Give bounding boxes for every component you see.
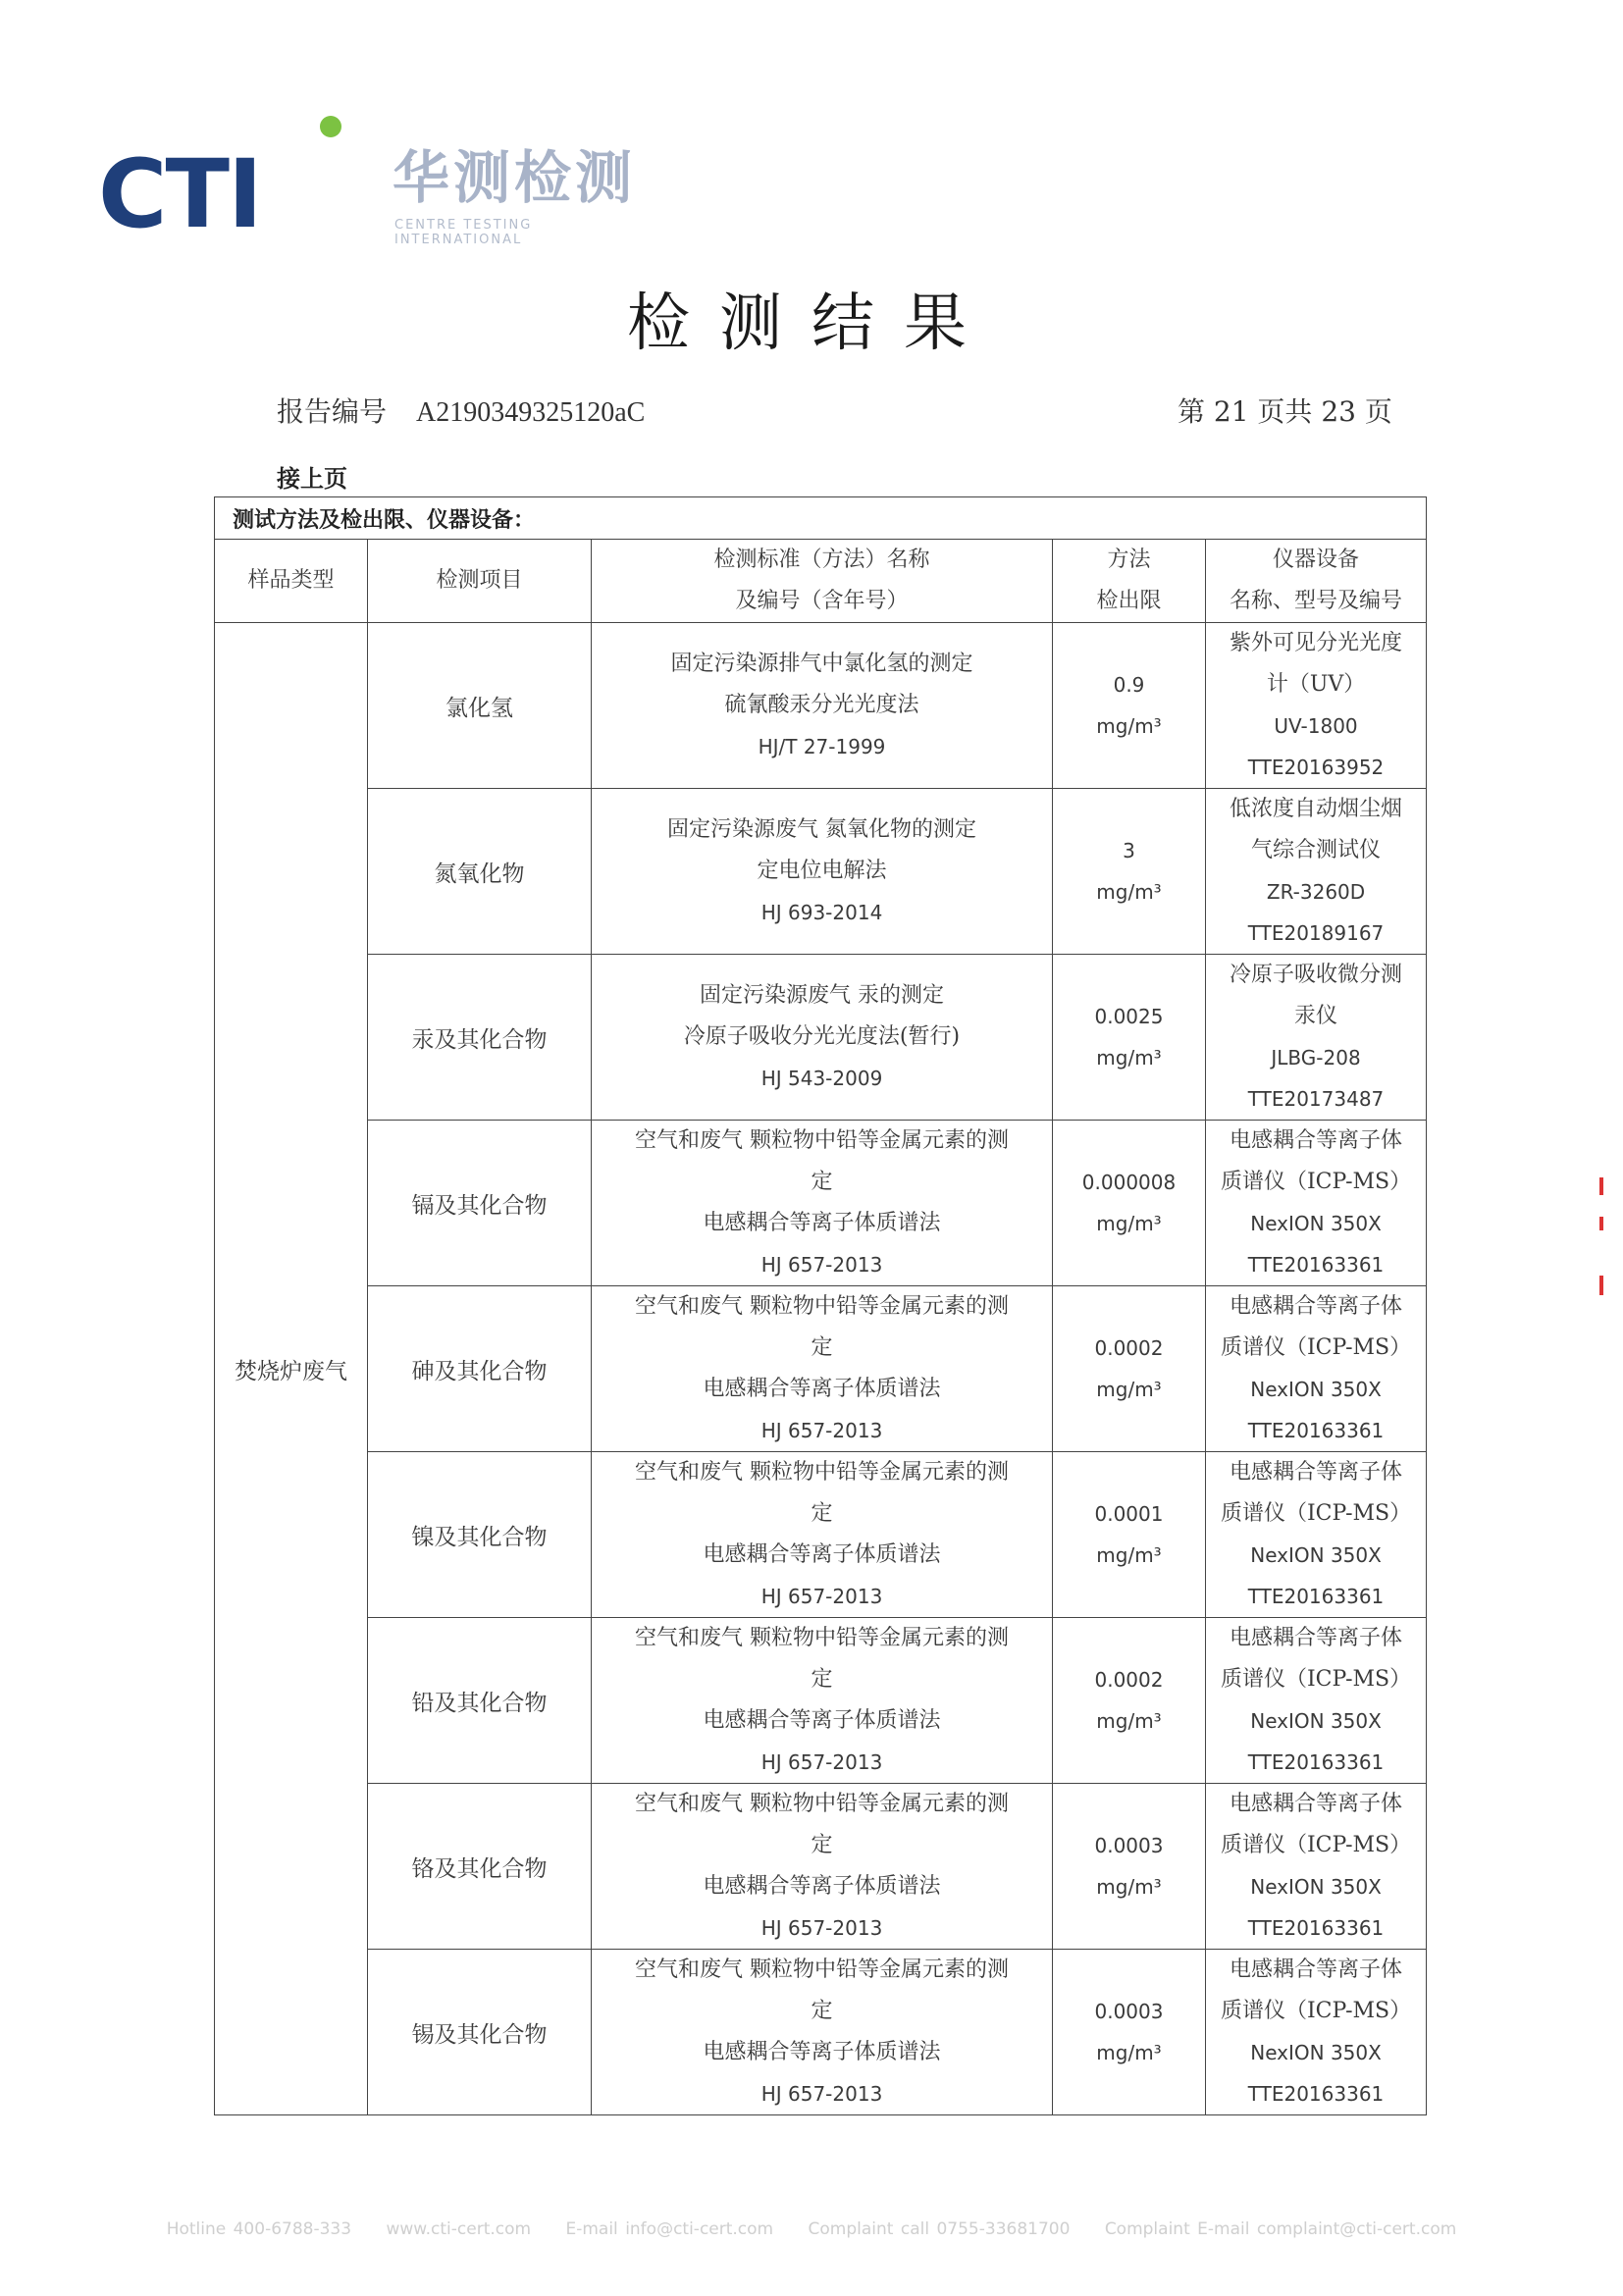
detection-limit-cell-line: 0.0003 [1094, 1834, 1164, 1857]
instrument-cell [1206, 1618, 1427, 1784]
logo-name-en: CENTRE TESTING INTERNATIONAL [394, 218, 533, 247]
continued-label: 接上页 [277, 465, 347, 493]
test-item-cell: 铅及其化合物 [368, 1618, 592, 1784]
report-number-label: 报告编号 [277, 395, 388, 428]
instrument-cell-line: 汞仪 [1294, 1004, 1338, 1028]
instrument-cell-line: 电感耦合等离子体 [1230, 1626, 1403, 1650]
standard-cell-line: HJ/T 27-1999 [758, 735, 886, 758]
instrument-cell-line: TTE20163361 [1247, 1585, 1385, 1608]
standard-cell-line: HJ 543-2009 [760, 1067, 883, 1090]
instrument-cell-line: 电感耦合等离子体 [1230, 1294, 1403, 1319]
standard-cell [592, 1286, 1053, 1452]
standard-cell [592, 1618, 1053, 1784]
detection-limit-cell [1053, 623, 1206, 789]
detection-limit-cell-line: mg/m³ [1096, 1875, 1162, 1899]
instrument-cell-line: UV-1800 [1274, 714, 1358, 738]
test-item-cell: 镉及其化合物 [368, 1121, 592, 1286]
detection-limit-cell-line: mg/m³ [1096, 714, 1162, 738]
footer-complaint-call: Complaint call 0755-33681700 [808, 2219, 1071, 2239]
detection-limit-cell-line: mg/m³ [1096, 2041, 1162, 2064]
instrument-cell-line: TTE20163952 [1247, 756, 1385, 779]
test-item-cell: 汞及其化合物 [368, 955, 592, 1121]
instrument-cell-line: 气综合测试仪 [1251, 838, 1382, 862]
header-standard-line2: 及编号（含年号） [735, 589, 909, 613]
instrument-cell-line: TTE20163361 [1247, 2082, 1385, 2106]
instrument-cell-line: NexION 350X [1250, 1875, 1382, 1899]
scan-edge-mark [1599, 1276, 1603, 1295]
detection-limit-cell-line: mg/m³ [1096, 1378, 1162, 1401]
standard-cell-line: 空气和废气 颗粒物中铅等金属元素的测 [635, 1460, 1009, 1485]
standard-cell-line: HJ 657-2013 [760, 1916, 883, 1940]
standard-cell-line: 定 [811, 1999, 833, 2023]
instrument-cell-line: 电感耦合等离子体 [1230, 1460, 1403, 1485]
instrument-cell-line: TTE20163361 [1247, 1253, 1385, 1277]
footer-website: www.cti-cert.com [386, 2219, 532, 2239]
instrument-cell-line: 低浓度自动烟尘烟 [1230, 797, 1403, 821]
test-item-cell: 铬及其化合物 [368, 1784, 592, 1950]
detection-limit-cell-line: 0.0002 [1094, 1668, 1164, 1692]
instrument-cell-line: 电感耦合等离子体 [1230, 1957, 1403, 1982]
standard-cell-line: 定电位电解法 [757, 859, 887, 883]
header-limit [1053, 540, 1206, 623]
table-section-title: 测试方法及检出限、仪器设备： [215, 497, 1427, 540]
instrument-cell [1206, 623, 1427, 789]
instrument-cell [1206, 1286, 1427, 1452]
header-standard [592, 540, 1053, 623]
detection-limit-cell [1053, 1950, 1206, 2115]
instrument-cell-line: 紫外可见分光光度 [1230, 631, 1403, 655]
instrument-cell-line: TTE20163361 [1247, 1916, 1385, 1940]
instrument-cell-line: 质谱仪（ICP-MS） [1220, 1833, 1412, 1857]
standard-cell-line: HJ 657-2013 [760, 2082, 883, 2106]
table-row [215, 1452, 1427, 1618]
scan-edge-mark [1599, 1177, 1603, 1195]
standard-cell-line: 固定污染源废气 汞的测定 [700, 983, 944, 1008]
standard-cell-line: 空气和废气 颗粒物中铅等金属元素的测 [635, 1792, 1009, 1816]
page-footer [0, 2219, 1623, 2239]
instrument-cell-line: ZR-3260D [1266, 880, 1366, 904]
instrument-cell-line: TTE20189167 [1247, 921, 1385, 945]
standard-cell-line: HJ 657-2013 [760, 1750, 883, 1774]
test-item-cell: 氯化氢 [368, 623, 592, 789]
methods-table [214, 496, 1427, 2115]
page-title: 检测结果 [627, 287, 996, 360]
detection-limit-cell-line: mg/m³ [1096, 1046, 1162, 1070]
standard-cell [592, 1452, 1053, 1618]
table-row [215, 623, 1427, 789]
table-row [215, 1784, 1427, 1950]
instrument-cell [1206, 955, 1427, 1121]
standard-cell-line: 电感耦合等离子体质谱法 [703, 1874, 941, 1899]
detection-limit-cell-line: 0.0003 [1094, 2000, 1164, 2023]
standard-cell-line: 电感耦合等离子体质谱法 [703, 1211, 941, 1235]
instrument-cell-line: 质谱仪（ICP-MS） [1220, 1999, 1412, 2023]
standard-cell-line: 电感耦合等离子体质谱法 [703, 1708, 941, 1733]
detection-limit-cell-line: 3 [1123, 839, 1135, 862]
instrument-cell [1206, 1784, 1427, 1950]
header-standard-line1: 检测标准（方法）名称 [713, 548, 930, 572]
detection-limit-cell-line: 0.000008 [1081, 1171, 1177, 1194]
table-body [215, 623, 1427, 2115]
standard-cell-line: HJ 657-2013 [760, 1253, 883, 1277]
standard-cell [592, 1121, 1053, 1286]
logo-dot-icon [320, 116, 341, 137]
instrument-cell-line: 电感耦合等离子体 [1230, 1792, 1403, 1816]
standard-cell-line: 空气和废气 颗粒物中铅等金属元素的测 [635, 1626, 1009, 1650]
footer-complaint-email: Complaint E-mail complaint@cti-cert.com [1104, 2219, 1457, 2239]
detection-limit-cell [1053, 955, 1206, 1121]
standard-cell-line: 空气和废气 颗粒物中铅等金属元素的测 [635, 1128, 1009, 1153]
instrument-cell-line: NexION 350X [1250, 1709, 1382, 1733]
instrument-cell-line: 电感耦合等离子体 [1230, 1128, 1403, 1153]
detection-limit-cell-line: mg/m³ [1096, 880, 1162, 904]
standard-cell-line: 定 [811, 1501, 833, 1526]
table-row [215, 1121, 1427, 1286]
standard-cell-line: 电感耦合等离子体质谱法 [703, 1377, 941, 1401]
detection-limit-cell [1053, 1618, 1206, 1784]
instrument-cell-line: TTE20163361 [1247, 1750, 1385, 1774]
test-item-cell: 氮氧化物 [368, 789, 592, 955]
standard-cell-line: 定 [811, 1170, 833, 1194]
scan-edge-mark [1599, 1217, 1603, 1230]
table-row [215, 955, 1427, 1121]
header-limit-line1: 方法 [1107, 548, 1151, 572]
footer-hotline: Hotline 400-6788-333 [166, 2219, 352, 2239]
standard-cell-line: 定 [811, 1833, 833, 1857]
detection-limit-cell-line: 0.0025 [1094, 1005, 1164, 1028]
header-instrument [1206, 540, 1427, 623]
detection-limit-cell [1053, 1121, 1206, 1286]
table-header-row [215, 540, 1427, 623]
page-indicator: 第 21 页共 23 页 [1178, 395, 1392, 428]
standard-cell-line: 冷原子吸收分光光度法(暂行) [683, 1024, 961, 1049]
standard-cell-line: 硫氰酸汞分光光度法 [724, 693, 919, 717]
table-row [215, 1618, 1427, 1784]
standard-cell-line: 固定污染源排气中氯化氢的测定 [670, 652, 973, 676]
test-item-cell: 锡及其化合物 [368, 1950, 592, 2115]
test-item-cell: 砷及其化合物 [368, 1286, 592, 1452]
instrument-cell [1206, 1452, 1427, 1618]
detection-limit-cell-line: 0.0001 [1094, 1502, 1164, 1526]
standard-cell-line: 空气和废气 颗粒物中铅等金属元素的测 [635, 1294, 1009, 1319]
instrument-cell-line: 质谱仪（ICP-MS） [1220, 1501, 1412, 1526]
table-row [215, 1950, 1427, 2115]
sample-type-cell: 焚烧炉废气 [215, 623, 368, 2115]
instrument-cell-line: 计（UV） [1266, 672, 1366, 697]
detection-limit-cell-line: mg/m³ [1096, 1212, 1162, 1235]
standard-cell-line: HJ 657-2013 [760, 1419, 883, 1442]
header-instrument-line2: 名称、型号及编号 [1230, 589, 1403, 613]
standard-cell-line: 定 [811, 1335, 833, 1360]
instrument-cell-line: NexION 350X [1250, 1212, 1382, 1235]
standard-cell-line: 定 [811, 1667, 833, 1692]
instrument-cell [1206, 1121, 1427, 1286]
detection-limit-cell [1053, 1784, 1206, 1950]
logo-brand: CTI [98, 139, 261, 249]
detection-limit-cell-line: mg/m³ [1096, 1709, 1162, 1733]
instrument-cell-line: 质谱仪（ICP-MS） [1220, 1335, 1412, 1360]
standard-cell [592, 1950, 1053, 2115]
instrument-cell-line: NexION 350X [1250, 1378, 1382, 1401]
instrument-cell-line: 质谱仪（ICP-MS） [1220, 1170, 1412, 1194]
instrument-cell-line: JLBG-208 [1271, 1046, 1361, 1070]
instrument-cell-line: NexION 350X [1250, 1543, 1382, 1567]
report-number-value: A2190349325120aC [416, 397, 646, 428]
standard-cell-line: HJ 693-2014 [760, 901, 883, 924]
standard-cell-line: 固定污染源废气 氮氧化物的测定 [667, 817, 976, 842]
instrument-cell-line: TTE20163361 [1247, 1419, 1385, 1442]
header-sample-type: 样品类型 [215, 540, 368, 623]
cti-logo [98, 116, 648, 249]
detection-limit-cell-line: 0.9 [1113, 673, 1145, 697]
standard-cell [592, 955, 1053, 1121]
detection-limit-cell-line: 0.0002 [1094, 1336, 1164, 1360]
report-number [277, 391, 645, 430]
standard-cell [592, 623, 1053, 789]
test-item-cell: 镍及其化合物 [368, 1452, 592, 1618]
standard-cell-line: HJ 657-2013 [760, 1585, 883, 1608]
footer-email: E-mail info@cti-cert.com [565, 2219, 774, 2239]
detection-limit-cell [1053, 1452, 1206, 1618]
header-item: 检测项目 [368, 540, 592, 623]
standard-cell [592, 789, 1053, 955]
instrument-cell-line: 质谱仪（ICP-MS） [1220, 1667, 1412, 1692]
table-row [215, 789, 1427, 955]
logo-name-cn: 华测检测 [393, 144, 637, 211]
header-instrument-line1: 仪器设备 [1273, 548, 1360, 572]
standard-cell-line: 电感耦合等离子体质谱法 [703, 2040, 941, 2064]
standard-cell [592, 1784, 1053, 1950]
detection-limit-cell [1053, 1286, 1206, 1452]
header-limit-line2: 检出限 [1096, 589, 1162, 613]
instrument-cell-line: 冷原子吸收微分测 [1230, 963, 1403, 987]
instrument-cell [1206, 789, 1427, 955]
standard-cell-line: 电感耦合等离子体质谱法 [703, 1542, 941, 1567]
standard-cell-line: 空气和废气 颗粒物中铅等金属元素的测 [635, 1957, 1009, 1982]
detection-limit-cell-line: mg/m³ [1096, 1543, 1162, 1567]
detection-limit-cell [1053, 789, 1206, 955]
instrument-cell-line: NexION 350X [1250, 2041, 1382, 2064]
instrument-cell-line: TTE20173487 [1247, 1087, 1385, 1111]
instrument-cell [1206, 1950, 1427, 2115]
table-row [215, 1286, 1427, 1452]
